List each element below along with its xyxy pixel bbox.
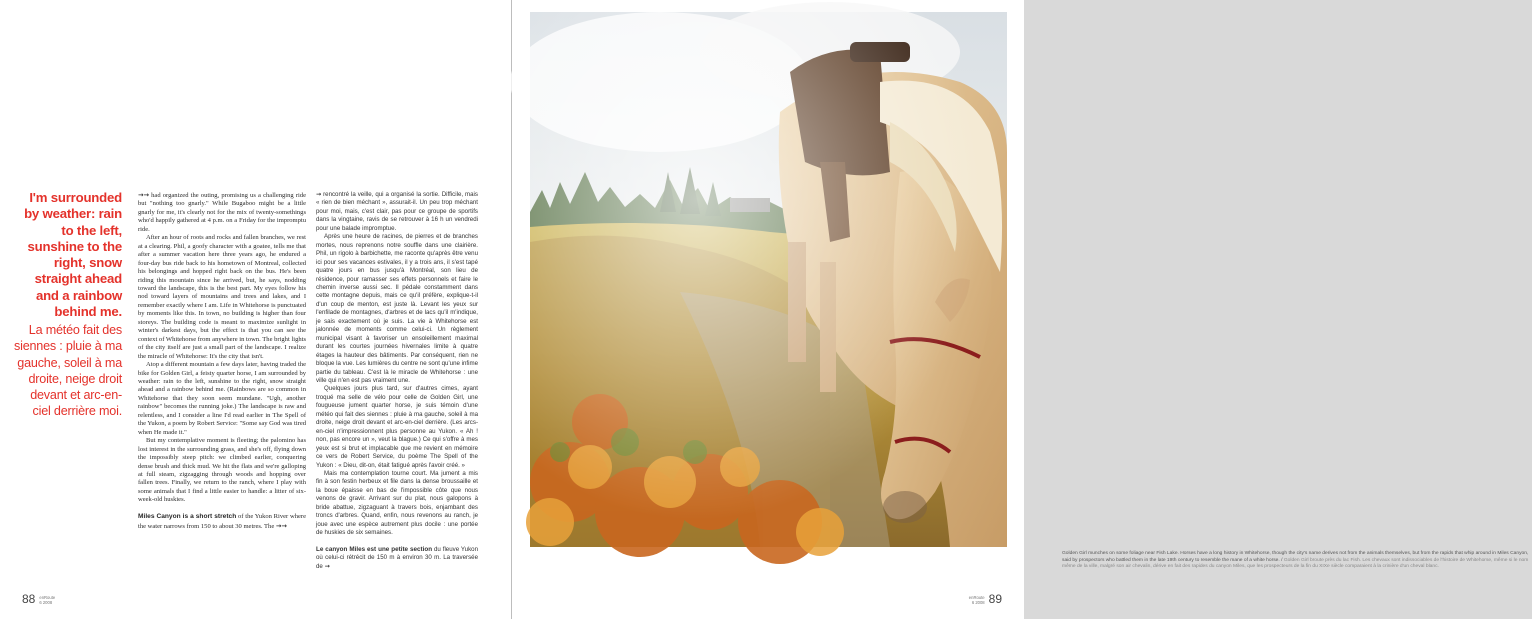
- paragraph: Le canyon Miles est une petite section du fleuve Yukon où celui-ci rétrécit de 150 m à environ 30 m. La traversée de →: [316, 546, 478, 570]
- left-page: [0, 0, 511, 619]
- magazine-issue: enRoute 6 2008: [39, 595, 56, 605]
- caption-french: Golden Girl broute près du lac Fish. Les chevaux sont indissociables de l'histoire de Whitehorse, même si le nom même de la ville, malgré son air chevalin, dérive en fait des rapides du canyon Miles, que les prospecteurs de la fin du XIXe siècle comparaient à la crinière d'un cheval blanc.: [1062, 557, 1529, 569]
- folio-left: [22, 593, 55, 605]
- pull-quote: [14, 190, 122, 419]
- paragraph: Mais ma contemplation tourne court. Ma jument a mis fin à son festin herbeux et file dans la dense broussaille et la boue épaisse en bas de l'impossible côte que nous venons de gravir. Arrivant sur du plat, nous galopons à bride abattue, zigzaguant à travers bois, enjambant des troncs d'arbres. Quand, enfin, nous revenons au ranch, je joue avec une espèce autrement plus docile : une portée de huskies de six semaines.: [316, 469, 478, 537]
- photo-caption: Golden Girl munches on some foliage near Fish Lake. Horses have a long history in Whitehorse, though the city's name derives not from the animals themselves, but from the rapids that whip around in Miles Canyon, said by prospectors who battled them in the late 19th century to resemble the mane of a white horse. / Golden Girl broute près du lac Fish. Les chevaux sont indissociables de l'histoire de Whitehorse, même si le nom même de la ville, malgré son air chevalin, dérive en fait des rapides du canyon Miles, que les prospecteurs de la fin du XIXe siècle comparaient à la crinière d'un cheval blanc.: [1062, 551, 1529, 569]
- paragraph: But my contemplative moment is fleeting; the palomino has lost interest in the surrounding grass, and she's off, flying down the impossibly steep pitch: we climbed earlier, conquering dense brush and thick mud. We hit the flats and we're galloping at full steam, zigzagging through woods and hopping over fallen trees. Finally, we return to the ranch, where I play with some animals that I find a little easier to handle: a litter of six-week-old huskies.: [138, 437, 306, 504]
- pull-quote-english: I'm surrounded by weather: rain to the left, sunshine to the right, snow straight ahead and a rainbow behind me.: [24, 190, 122, 320]
- paragraph: Quelques jours plus tard, sur d'autres cimes, ayant troqué ma selle de vélo pour celle de Golden Girl, une fougueuse jument quarter horse, je suis témoin d'une météo qui fait des siennes : pluie à ma gauche, soleil à ma droite, neige droit devant et arc-en-ciel derrière. (Les arcs-en-ciel n'impressionnent plus personne au Yukon. « Ah ! non, pas encore un », veut la blague.) Ce qui s'offre à mes yeux est si brut et implacable que me revient en mémoire ce vers de Robert Service, du poème The Spell of the Yukon : « Dieu, dit-on, était fatigué après l'avoir créé. »: [316, 385, 478, 469]
- page-number: 88: [22, 592, 36, 606]
- paragraph: Atop a different mountain a few days later, having traded the bike for Golden Girl, a feisty quarter horse, I am surrounded by weather: rain to the left, sunshine to the right, snow straight ahead and a rainbow behind me. (Rainbows are so common in Whitehorse that they soon seem mundane. "Ugh, another rainbow" becomes the running joke.) The landscape is raw and relentless, and I consider a line I'd read earlier in The Spell of the Yukon, a poem by Robert Service: "Some say God was tired when He made it.": [138, 361, 306, 436]
- section-lead: Le canyon Miles est une petite section: [316, 546, 433, 554]
- paragraph: → rencontré la veille, qui a organisé la sortie. Difficile, mais « rien de bien méchant », assurait-il. Un peu trop méchant pour moi, mais, c'est clair, pas pour ce groupe de sportifs dans la vingtaine, ravis de se retrouver à 16 h un vendredi pour une balade impromptue.: [316, 191, 478, 232]
- folio-right: [969, 593, 1002, 605]
- caption-english: Golden Girl munches on some foliage near Fish Lake. Horses have a long history in Whitehorse, though the city's name derives not from the animals themselves, but from the rapids that whip around in Miles Canyon, said by prospectors who battled them in the late 19th century to resemble the mane of a white horse.: [1062, 551, 1529, 563]
- page-number: 89: [988, 592, 1002, 606]
- continue-arrow-icon: →→: [275, 521, 287, 530]
- paragraph: Miles Canyon is a short stretch of the Yukon River where the water narrows from 150 to about 30 metres. The →→: [138, 513, 306, 530]
- continue-arrow-icon: →: [324, 562, 330, 570]
- section-lead: Miles Canyon is a short stretch: [138, 513, 237, 521]
- horse-photo: [530, 12, 1007, 547]
- paragraph: Après une heure de racines, de pierres et de branches mortes, nous reprenons notre souffle dans une clairière. Phil, un rigolo à barbichette, me raconte qu'après être venu ici pour ses vacances estivales, il y a trois ans, il s'est tapé quatre jours en bus jusqu'à Montréal, son lieu de résidence, pour ramasser ses effets personnels et faire le chemin inverse aussi sec. Il pédale constamment dans cette montagne depuis, mais ce qu'il préfère, explique-t-il d'un coup de menton, est juste là. Levant les yeux sur l'enfilade de montagnes, d'arbres et de lacs qu'il m'indique, je sais exactement où je suis. La vie à Whitehorse est jalonnée de moments comme celui-ci. Un règlement municipal visant à favoriser un ensoleillement maximal durant les courtes journées hivernales limite à quatre étages la hauteur des bâtiments. Par conséquent, rien ne bloque la vue. Les lumières du centre ne sont qu'une infime partie du tableau. C'est là le miracle de Whitehorse : une ville qui n'en est pas vraiment une.: [316, 233, 478, 384]
- english-column: [138, 191, 306, 531]
- magazine-issue: enRoute 6 2008: [968, 595, 985, 605]
- right-page: [512, 0, 1529, 619]
- paragraph: →→ had organized the outing, promising us a challenging ride but "nothing too gnarly." While Bugaboo might be a little gnarly for me, it's clearly not for the mix of twenty-somethings who'd happily gathered at 4 p.m. on a Friday for the impromptu ride.: [138, 191, 306, 233]
- paragraph: After an hour of roots and rocks and fallen branches, we rest at a clearing. Phil, a goofy character with a goatee, tells me that after a summer vacation here three years ago, he endured a four-day bus ride back to his hometown of Montreal, collected his belongings and hopped right back on the bus. He's been riding this mountain since he arrived, but, he says, nodding toward the landscape, this is the best part. My eyes follow his nod toward layers of mountains and trees and lakes, and I remember exactly where I am. Life in Whitehorse is punctuated by moments like this. In town, no building is higher than four storeys. The building code is meant to maximize sunlight in winter's darkest days, but the effect is that you can see the context of Whitehorse from anywhere in town. The bright lights of the city itself are just a small part of the landscape. I realize the miracle of Whitehorse: It's the city that isn't.: [138, 234, 306, 360]
- continue-arrow-icon: →→: [138, 191, 149, 199]
- french-column: [316, 191, 478, 571]
- continue-arrow-icon: →: [316, 191, 322, 198]
- pull-quote-french: La météo fait des siennes : pluie à ma gauche, soleil à ma droite, neige droit devant et arc-en-ciel derrière moi.: [14, 323, 123, 418]
